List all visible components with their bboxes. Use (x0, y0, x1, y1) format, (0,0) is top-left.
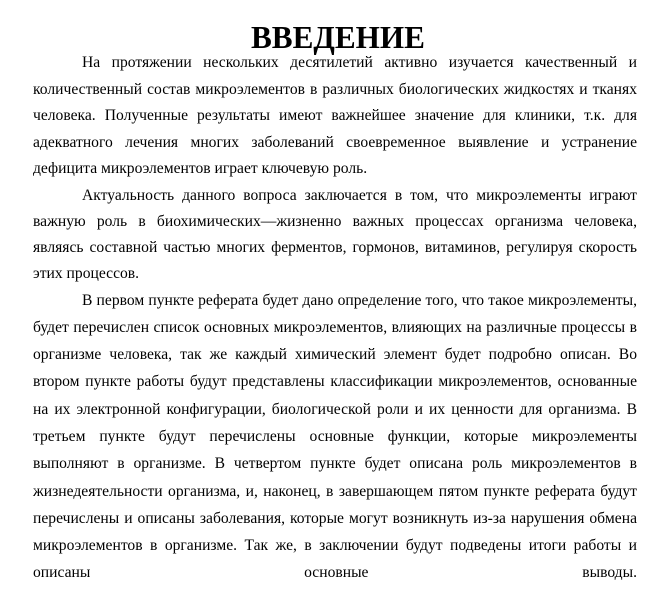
structure-paragraph: В первом пункте реферата будет дано определение того, что такое микроэлементы, будет перечислен список основных микроэлементов, влияющих на различные процессы в организме человека, так же каждый химический элемент будет подробно описан. Во втором пункте работы будут представлены классификации микроэлементов, основанные на их электронной конфигурации, биологической роли и их ценности для организма. В третьем пункте будут перечислены основные функции, которые микроэлементы выполняют в организме. В четвертом пункте будет описана роль микроэлементов в жизнедеятельности организма, и, наконец, в завершающем пятом пункте реферата будут перечислены и описаны заболевания, которые могут возникнуть из-за нарушения обмена микроэлементов в организме. Так же, в заключении будут подведены итоги работы и описаны основные выводы. (33, 291, 637, 582)
relevance-paragraph: Актуальность данного вопроса заключается в том, что микроэлементы играют важную роль в биохимических—жизненно важных процессах организма человека, являясь составной частью многих ферментов, гормонов, витаминов, регулируя скорость этих процессов. (33, 186, 637, 282)
document-page (33, 20, 637, 587)
document-title: ВВЕДЕНИЕ (251, 20, 425, 55)
intro-paragraph: На протяжении нескольких десятилетий активно изучается качественный и количественный состав микроэлементов в различных биологических жидкостях и тканях человека. Полученные результаты имеют важнейшее значение для клиники, т.к. для адекватного лечения многих заболеваний своевременное выявление и устранение дефицита микроэлементов играет ключевую роль. (33, 54, 637, 177)
